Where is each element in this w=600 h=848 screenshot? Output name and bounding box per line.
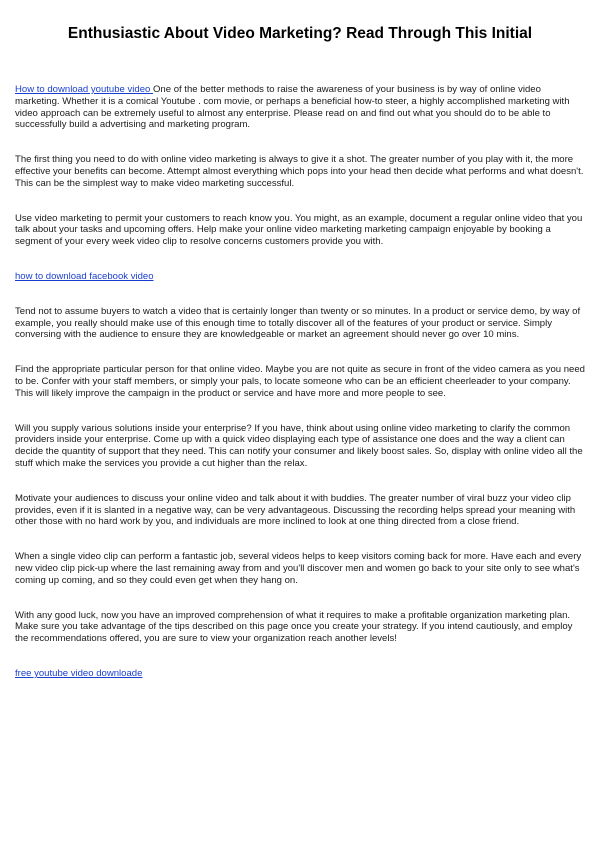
body-paragraph: The first thing you need to do with online video marketing is always to give it a shot. The greater number of you play with it, the more effective your benefits can become. Attempt almost everything which pops into your head then decide what performs and what doesn't. This can be the simplest way to make video marketing successful. (15, 154, 584, 189)
paragraph-spacer (15, 645, 587, 668)
paragraph-spacer (15, 131, 587, 154)
intro-text: One of the better methods to raise the awareness of your business is by way of online video marketing. Whether it is a comical Youtube . com movie, or perhaps a beneficial how-to steer, a highly accomplished marketing with video approach can be extremely useful to almost any enterprise. Please read on and find out what you should do to be able to successfully build a advertising and marketing program. (15, 84, 570, 131)
body-paragraph: Motivate your audiences to discuss your online video and talk about it with buddies. The greater number of viral buzz your video clip provides, even if it is slanted in a negative way, can be very advantageous. Discussing the recording helps spread your meaning with other those with no hard work by you, and individuals are more inclined to look at one thing directed from a close friend. (15, 492, 576, 528)
youtube-downloader-link-paragraph (15, 668, 587, 680)
page-title: Enthusiastic About Video Marketing? Read Through This Initial (67, 25, 533, 42)
article-body (15, 84, 587, 680)
body-paragraph: Use video marketing to permit your customers to reach know you. You might, as an example, document a regular online video that you talk about your tasks and upcoming offers. Help make your online video marketing marketing campaign enjoyable by booking a segment of your every week video clip to resolve concerns customers provide you with. (15, 212, 583, 248)
paragraph-spacer (15, 587, 587, 610)
paragraph-spacer (15, 283, 587, 306)
body-paragraph: Find the appropriate particular person for that online video. Maybe you are not quite as secure in front of the video camera as you need to be. Confer with your staff members, or simply your pals, to locate someone who can be an efficient cheerleader to your company. This will likely improve the campaign in the product or service and have more and more people to see. (15, 364, 585, 399)
body-paragraph: Will you supply various solutions inside your enterprise? If you have, think about using online video marketing to clarify the common providers inside your enterprise. Come up with a quick video displaying each type of assistance one does and the way a client can decide the quantity of support that they need. This can notify your consumer and likely boost sales. So, display with online video all the stuff which make the services you provide a cut higher than the relax. (15, 422, 583, 469)
youtube-download-link[interactable]: How to download youtube video (15, 84, 153, 95)
paragraph-spacer (15, 341, 587, 364)
paragraph-spacer (15, 190, 587, 213)
youtube-downloader-link[interactable]: free youtube video downloade (15, 667, 143, 679)
paragraph-spacer (15, 528, 587, 551)
body-paragraph: Tend not to assume buyers to watch a video that is certainly longer than twenty or so minutes. In a product or service demo, by way of example, you really should make use of this enough time to totally discover all of the features of your product or service. Simply conversing with the audience to ensure they are knowledgeable or market an agreement should never go over 10 mins. (15, 305, 581, 341)
body-paragraph: When a single video clip can perform a fantastic job, several videos helps to keep visitors coming back for more. Have each and every new video clip pick-up where the last remaining away from and you'll discover men and women go back to your site only to see what's coming up coming, and so they could even get when they hang on. (15, 551, 582, 586)
body-paragraph: With any good luck, now you have an improved comprehension of what it requires to make a profitable organization marketing plan. Make sure you take advantage of the tips described on this page once you create your strategy. If you intend cautiously, and employ the recommendations offered, you are sure to view your organization reach another levels! (15, 609, 573, 645)
intro-paragraph (15, 84, 587, 131)
paragraph-spacer (15, 470, 587, 493)
paragraph-spacer (15, 248, 587, 271)
facebook-download-link[interactable]: how to download facebook video (15, 270, 154, 282)
paragraph-spacer (15, 400, 587, 423)
facebook-link-paragraph (15, 271, 587, 283)
